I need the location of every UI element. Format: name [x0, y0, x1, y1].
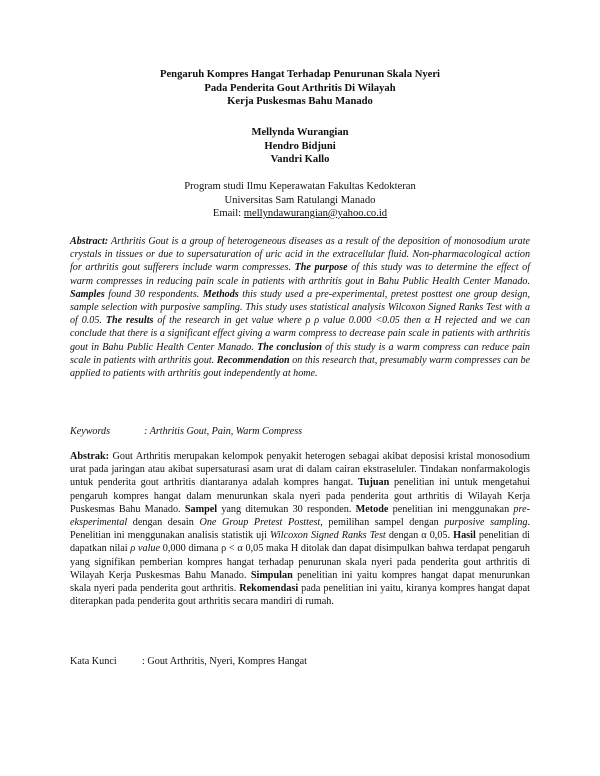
sampel-label: Sampel: [184, 503, 218, 515]
metode-sampling: purposive sampling: [444, 517, 528, 529]
metode-text-5: dengan α 0,05.: [385, 530, 454, 542]
abstract-indonesian: [70, 450, 530, 608]
metode-label: Metode: [355, 503, 389, 515]
rekomendasi-text: pada penelitian ini yaitu, kiranya kompres hangat dapat diterapkan pada penderita gout arthritis secara mandiri di rumah.: [70, 583, 530, 608]
author-name: Hendro Bidjuni: [264, 140, 336, 152]
metode-text-4: . Penelitian ini menggunakan analisis statistik uji: [70, 517, 531, 542]
rekomendasi-label: Rekomendasi: [239, 583, 299, 595]
metode-text-2: dengan desain: [127, 517, 200, 529]
results-text: of the research in get value where ρ ρ value 0.000 <0.05 then α H rejected and we can conclude that there is a significant effect giving a warm compress to decrease pain scale in patients with arthritis gout in Bahu Public Health Center Manado.: [70, 315, 531, 353]
conclusion-text: of this study is a warm compress can reduce pain scale in patients with arthritis gout.: [70, 341, 530, 366]
keywords-label: Keywords: [70, 426, 111, 437]
recommendation-label: Recommendation: [216, 354, 290, 366]
keywords-value: : Arthritis Gout, Pain, Warm Compress: [144, 426, 303, 437]
methods-label: Methods: [202, 288, 239, 300]
simpulan-text: penelitian ini yaitu kompres hangat dapat menurunkan skala nyeri pada penderita gout arthritis.: [70, 569, 530, 595]
results-label: The results: [105, 315, 154, 327]
hasil-text-1: penelitian di dapatkan nilai: [70, 530, 531, 555]
hasil-text-2: 0,000 dimana ρ < α 0,05 maka H ditolak dan dapat disimpulkan bahwa terdapat pengaruh yang signifikan pemberian kompres hangat terhadap penurunan skala nyeri pada penderita gout arthritis di Wilayah Kerja Puskesmas Bahu Manado.: [70, 543, 530, 581]
author-list: [70, 126, 530, 167]
sampel-text: yang ditemukan 30 responden.: [217, 503, 356, 515]
abstract-intro: Arthritis Gout is a group of heterogeneous diseases as a result of the deposition of monosodium urate crystals in tissues or due to supersaturation of uric acid in the extracellular fluid. Non-pharmacological action for arthritis gout sufferers include warm compresses.: [70, 236, 530, 274]
title-line-3: Kerja Puskesmas Bahu Manado: [227, 96, 373, 107]
purpose-label: The purpose: [294, 262, 348, 274]
title-line-1: Pengaruh Kompres Hangat Terhadap Penurunan Skala Nyeri: [160, 69, 440, 80]
hasil-label: Hasil: [453, 530, 476, 542]
metode-design: pre-eksperimental: [70, 503, 531, 529]
tujuan-label: Tujuan: [357, 477, 390, 489]
samples-label: Samples: [70, 288, 105, 300]
hasil-rho: ρ value: [130, 543, 161, 555]
keywords-english: [70, 425, 530, 438]
tujuan-text: penelitian ini untuk mengetahui pengaruh kompres hangat dalam menurunkan skala nyeri pada penderita gout arthritis di Wilayah Kerja Puskesmas Bahu Manado.: [70, 477, 531, 515]
abstract-english: [70, 235, 530, 380]
abstract-label: Abstract:: [70, 236, 109, 247]
author-name: Mellynda Wurangian: [251, 127, 349, 138]
author-name: Vandri Kallo: [270, 154, 330, 165]
keywords-indonesian: [70, 655, 530, 668]
kata-kunci-value: : Gout Arthritis, Nyeri, Kompres Hangat: [142, 656, 307, 667]
samples-text: found 30 respondents.: [104, 288, 203, 300]
methods-text: this study used a pre-experimental, pretest posttest one group design, sample selection with purposive sampling. This study uses statistical analysis Wilcoxon Signed Ranks Test with a of 0.05.: [70, 288, 530, 327]
recommendation-text: on this research that, presumably warm compresses can be applied to patients with arthritis gout independently at home.: [70, 354, 530, 380]
paper-title: [70, 68, 530, 109]
program-name: Program studi Ilmu Keperawatan Fakultas Kedokteran: [184, 181, 416, 192]
university-name: Universitas Sam Ratulangi Manado: [224, 194, 376, 206]
metode-text-1: penelitian ini menggunakan: [388, 503, 514, 515]
metode-test: Wilcoxon Signed Ranks Test: [270, 530, 386, 542]
email-label: Email:: [212, 208, 244, 219]
email-link[interactable]: mellyndawurangian@yahoo.co.id: [243, 208, 388, 219]
conclusion-label: The conclusion: [257, 341, 322, 353]
affiliation: [70, 180, 530, 221]
simpulan-label: Simpulan: [250, 569, 293, 581]
title-line-2: Pada Penderita Gout Arthritis Di Wilayah: [204, 82, 396, 94]
purpose-text: of this study was to determine the effect of warm compresses in reducing pain scale in patients with arthritis gout in Bahu Public Health Center Manado.: [70, 262, 530, 287]
abstrak-label: Abstrak:: [70, 451, 110, 462]
abstrak-intro: Gout Arthritis merupakan kelompok penyakit heterogen sebagai akibat deposisi kristal monosodium urat pada jaringan atau akibat supersaturasi asam urat di dalam cairan ekstraseluler. Tindakan nonfarmakologis untuk penderita gout arthritis diantaranya adalah kompres hangat.: [70, 451, 530, 489]
metode-text-3: , pemilihan sampel dengan: [320, 517, 445, 529]
email-line: [70, 207, 530, 221]
metode-design-2: One Group Pretest Posttest: [199, 517, 321, 529]
kata-kunci-label: Kata Kunci: [70, 656, 117, 667]
